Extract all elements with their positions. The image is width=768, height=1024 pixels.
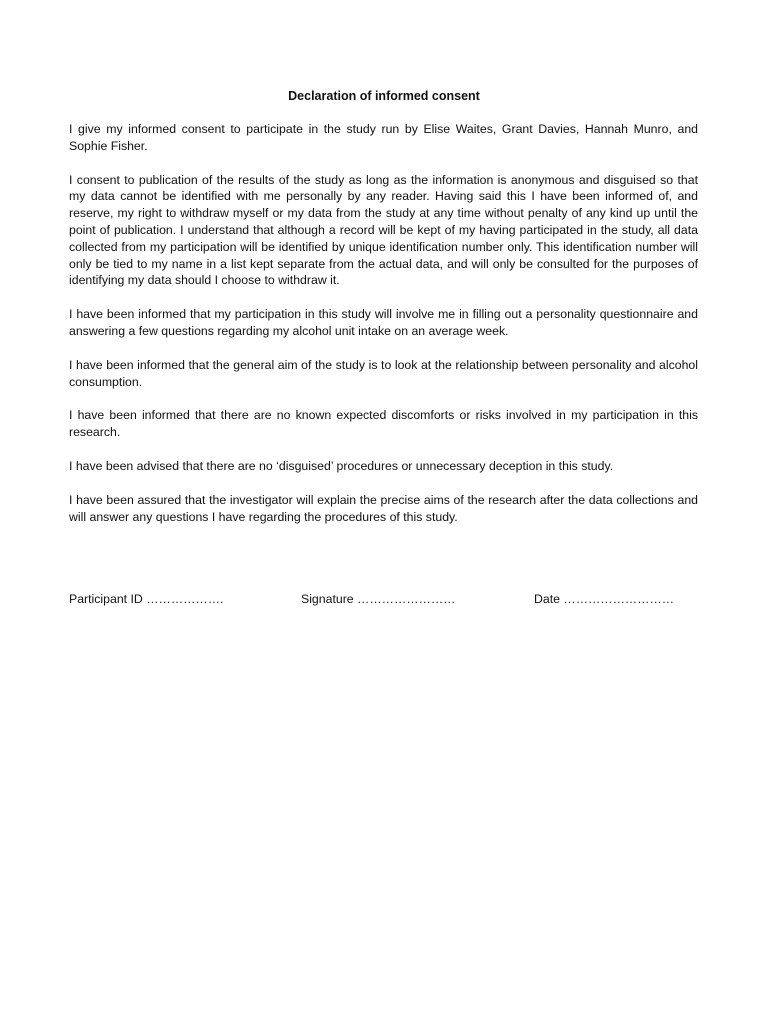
participant-id-field: Participant ID ………………. (69, 592, 224, 606)
signature-row (0, 591, 768, 609)
signature-field: Signature …………………… (301, 592, 456, 606)
paragraph-debrief: I have been assured that the investigator will explain the precise aims of the research after the data collections and will answer any questions I have regarding the procedures of this study. (69, 492, 698, 524)
document-body (69, 121, 698, 542)
date-field: Date ……………………… (534, 592, 675, 606)
paragraph-participation-details: I have been informed that my participation in this study will involve me in filling out a personality questionnaire and answering a few questions regarding my alcohol unit intake on an average week. (69, 307, 698, 338)
paragraph-consent-participation: I give my informed consent to participate in the study run by Elise Waites, Grant Davies, Hannah Munro, and Sophie Fisher. (69, 122, 698, 153)
paragraph-risks: I have been informed that there are no known expected discomforts or risks involved in my participation in this research. (69, 408, 698, 440)
paragraph-study-aim: I have been informed that the general aim of the study is to look at the relationship between personality and alcohol consumption. (69, 357, 698, 389)
paragraph-deception: I have been advised that there are no ‘disguised’ procedures or unnecessary deception in this study. (69, 458, 614, 473)
paragraph-consent-publication: I consent to publication of the results of the study as long as the information is anonymous and disguised so that my data cannot be identified with me personally by any reader. Having said this I have been informed of, and reserve, my right to withdraw myself or my data from the study at any time without penalty of any kind up until the point of publication. I understand that although a record will be kept of my having participated in the study, all data collected from my participation will be identified by unique identification number only. This identification number will only be tied to my name in a list kept separate from the actual data, and will only be consulted for the purposes of identifying my data should I choose to withdraw it. (69, 172, 698, 288)
document-title: Declaration of informed consent (288, 89, 480, 103)
